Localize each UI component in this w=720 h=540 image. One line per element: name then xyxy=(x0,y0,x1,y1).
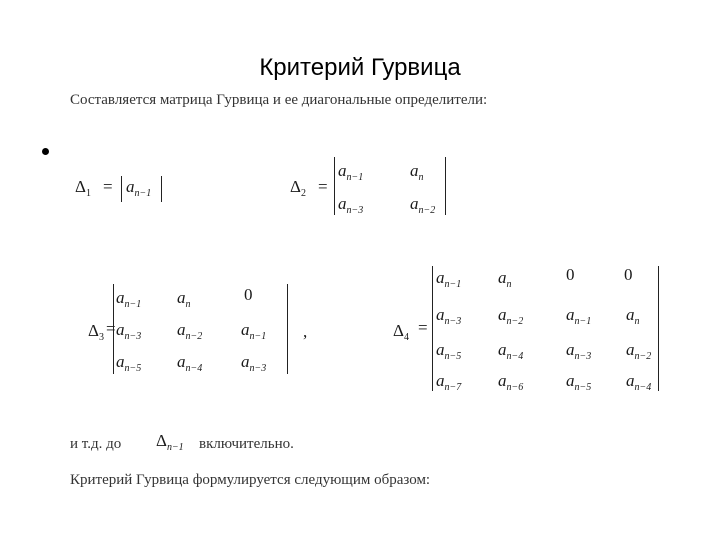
intro-text: Составляется матрица Гурвица и ее диагональные определители: xyxy=(70,92,488,108)
delta-3-r2c1: $a_{n-3}$ xyxy=(116,320,142,342)
delta-last-symbol: $\Delta_{n-1}$ xyxy=(156,431,184,453)
delta-4-r4c1: $a_{n-7}$ xyxy=(436,371,462,393)
delta-4-r2c1: $a_{n-3}$ xyxy=(436,305,462,327)
delta-3-equals: = xyxy=(106,319,116,338)
delta-2-symbol: $\Delta_2$ xyxy=(290,177,306,199)
delta-4-r2c4: $a_n$ xyxy=(626,305,640,327)
delta-1-right-bar xyxy=(161,176,162,202)
delta-4-r3c1: $a_{n-5}$ xyxy=(436,340,462,362)
delta-3-r1c2: $a_n$ xyxy=(177,288,191,310)
delta-3-r2c2: $a_{n-2}$ xyxy=(177,320,203,342)
delta-1-equals: = xyxy=(103,177,113,196)
delta-4-left-bar xyxy=(432,266,433,391)
delta-2-r1c2: $a_n$ xyxy=(410,161,424,183)
delta-3-right-bar xyxy=(287,284,288,374)
delta-3-left-bar xyxy=(113,284,114,374)
delta-4-r2c2: $a_{n-2}$ xyxy=(498,305,524,327)
delta-3-r3c3: $a_{n-3}$ xyxy=(241,352,267,374)
delta-1-symbol: $\Delta_1$ xyxy=(75,177,91,199)
delta-4-r1c2: $a_n$ xyxy=(498,268,512,290)
delta-1-left-bar xyxy=(121,176,122,202)
delta-3-r3c1: $a_{n-5}$ xyxy=(116,352,142,374)
etc-prefix: и т.д. до xyxy=(70,436,122,452)
delta-4-r1c1: $a_{n-1}$ xyxy=(436,268,462,290)
delta-1-cell: $a_{n-1}$ xyxy=(126,177,152,199)
delta-2-r1c1: $a_{n-1}$ xyxy=(338,161,364,183)
delta-2-right-bar xyxy=(445,157,446,215)
delta-3-comma: , xyxy=(303,322,308,341)
delta-4-r3c2: $a_{n-4}$ xyxy=(498,340,524,362)
delta-4-r3c3: $a_{n-3}$ xyxy=(566,340,592,362)
delta-2-r2c2: $a_{n-2}$ xyxy=(410,194,436,216)
delta-3-r1c1: $a_{n-1}$ xyxy=(116,288,142,310)
delta-4-r4c4: $a_{n-4}$ xyxy=(626,371,652,393)
delta-2-r2c1: $a_{n-3}$ xyxy=(338,194,364,216)
delta-4-r3c4: $a_{n-2}$ xyxy=(626,340,652,362)
criterion-text: Критерий Гурвица формулируется следующим образом: xyxy=(70,472,431,488)
delta-2-left-bar xyxy=(334,157,335,215)
delta-4-r4c3: $a_{n-5}$ xyxy=(566,371,592,393)
delta-4-r1c3: 0 xyxy=(566,265,575,284)
page-title: Критерий Гурвица xyxy=(259,54,461,81)
delta-4-r1c4: 0 xyxy=(624,265,633,284)
delta-3-symbol: $\Delta_3$ xyxy=(88,321,104,343)
delta-4-equals: = xyxy=(418,318,428,337)
delta-4-right-bar xyxy=(658,266,659,391)
delta-4-r4c2: $a_{n-6}$ xyxy=(498,371,524,393)
delta-4-symbol: $\Delta_4$ xyxy=(393,321,409,343)
delta-3-r2c3: $a_{n-1}$ xyxy=(241,320,267,342)
delta-3-r3c2: $a_{n-4}$ xyxy=(177,352,203,374)
delta-3-r1c3: 0 xyxy=(244,285,253,304)
etc-suffix: включительно. xyxy=(199,436,294,452)
delta-4-r2c3: $a_{n-1}$ xyxy=(566,305,592,327)
delta-2-equals: = xyxy=(318,177,328,196)
bullet-icon xyxy=(42,148,49,155)
